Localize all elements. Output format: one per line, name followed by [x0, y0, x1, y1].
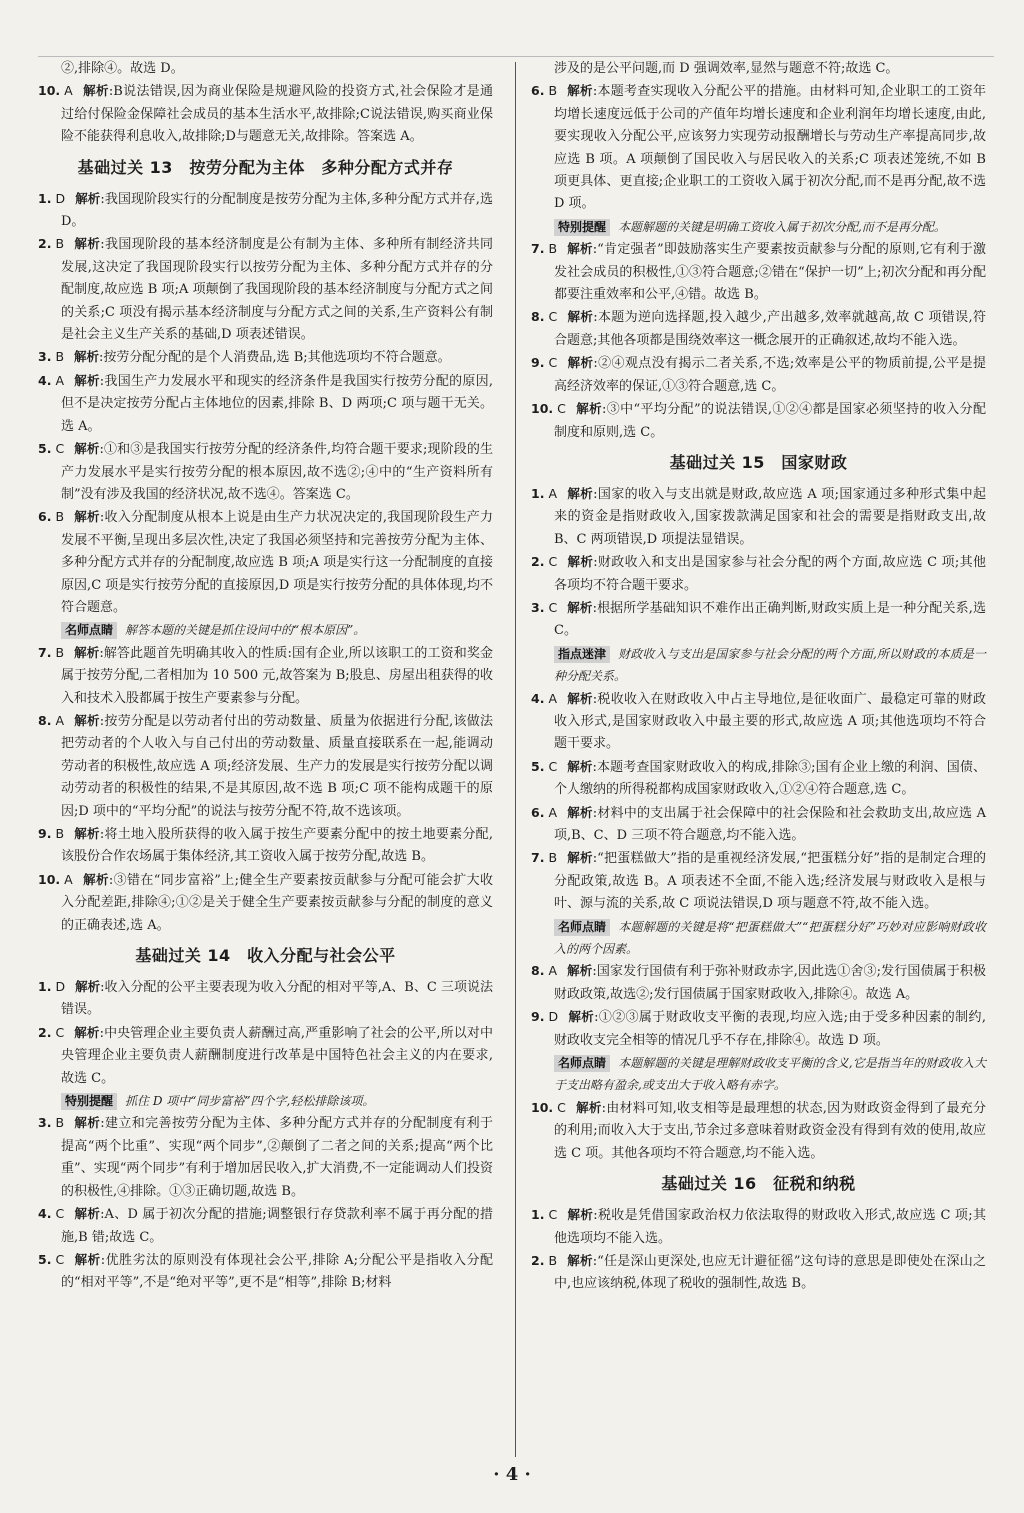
analysis-text: :材料中的支出属于社会保障中的社会保险和社会救助支出,故应选 A 项,B、C、D 三项不符合题意,均不能入选。	[554, 805, 986, 843]
analysis-label: 解析	[74, 236, 101, 252]
column-divider	[515, 62, 516, 1457]
question-number: 9.	[531, 355, 545, 371]
analysis-text: :收入分配制度从根本上说是由生产力状况决定的,我国现阶段生产力发展不平衡,呈现出多层次性,决定了我国必须坚持和完善按劳分配为主体、多种分配方式并存的分配制度,故应选 B 项;A 项是实行这一分配制度的直接原因,C 项是实行按劳分配的直接原因,D 项是实行按劳分配的具体体现,均不符合题意。	[61, 510, 493, 615]
analysis-label: 解析	[567, 850, 593, 866]
analysis-label: 解析	[567, 690, 593, 706]
analysis-label: 解析	[82, 871, 109, 887]
question-number: 8.	[38, 712, 52, 728]
answer-letter: A	[64, 871, 73, 887]
section-title: 基础过关 16 征税和纳税	[661, 1174, 856, 1194]
analysis-text: :按劳分配是以劳动者付出的劳动数量、质量为依据进行分配,该做法把劳动者的个人收入与自己付出的劳动数量、质量直接联系在一起,能调动劳动者的积极性,故应选 A 项;经济发展、生产力的发展是实行按劳分配以调动劳动者的积极性的结果,不是其原因,故不选 B 项;C 项不能构成题干的原因;D 项中的“平均分配”的说法与按劳分配不符,故不选该项。	[61, 713, 493, 819]
analysis-label: 解析	[75, 979, 101, 995]
answer-letter: B	[55, 236, 65, 252]
answer-item	[531, 1250, 986, 1296]
answer-letter: C	[55, 1251, 65, 1267]
answer-item	[38, 346, 493, 369]
analysis-text: :“任是深山更深处,也应无计避征徭”这句诗的意思是即使处在深山之中,也应该纳税,体现了税收的强制性,故选 B。	[554, 1253, 986, 1292]
answer-letter: D	[548, 1009, 559, 1025]
answer-item	[38, 438, 493, 506]
answer-item	[531, 80, 986, 215]
analysis-label: 解析	[75, 190, 101, 206]
answer-item	[531, 1006, 986, 1052]
question-number: 7.	[531, 850, 545, 866]
answer-item	[531, 483, 986, 551]
question-number: 1.	[38, 190, 52, 206]
question-number: 1.	[531, 485, 545, 501]
analysis-text: :按劳分配分配的是个人消费品,选 B;其他选项均不符合题意。	[99, 350, 451, 366]
section-title: 基础过关 15 国家财政	[669, 452, 848, 472]
answer-item	[531, 398, 986, 444]
tip-badge: 名师点睛	[61, 622, 117, 639]
tip-text: 解答本题的关键是抓住设问中的“根本原因”。	[125, 623, 366, 638]
analysis-label: 解析	[567, 309, 594, 325]
analysis-text: :①和③是我国实行按劳分配的经济条件,均符合题干要求;现阶段的生产力发展水平是实行按劳分配的根本原因,故不选②;④中的“生产资料所有制”没有涉及我国的经济状况,故不选④。答案选 C。	[61, 442, 493, 502]
section-title: 基础过关 13 按劳分配为主体 多种分配方式并存	[77, 157, 454, 177]
answer-item	[531, 551, 986, 597]
page-number: · 4 ·	[493, 1464, 531, 1485]
answer-item	[38, 823, 493, 869]
answer-letter: C	[55, 1206, 65, 1222]
answer-item	[531, 802, 986, 848]
analysis-text: :①②③属于财政收支平衡的表现,均应入选;由于受多种因素的制约,财政收支完全相等的情况几乎不存在,排除④。故选 D 项。	[554, 1010, 986, 1048]
answer-letter: B	[55, 826, 65, 841]
answer-letter: B	[548, 850, 558, 866]
question-number: 8.	[531, 309, 545, 325]
question-number: 4.	[38, 372, 52, 388]
analysis-text: :解答此题首先明确其收入的性质:国有企业,所以该职工的工资和奖金属于按劳分配,二者相加为 10 500 元,故答案为 B;股息、房屋出租获得的收入和技术入股都属于按生产要素参与分配。	[61, 645, 493, 706]
analysis-label: 解析	[567, 758, 593, 774]
answer-item	[531, 688, 986, 756]
answer-letter: A	[64, 83, 73, 99]
answer-letter: D	[55, 190, 66, 206]
question-number: 2.	[531, 1252, 545, 1268]
analysis-text: :税收是凭借国家政治权力依法取得的财政收入形式,故应选 C 项;其他选项均不能入选。	[554, 1208, 986, 1246]
tip-note	[38, 619, 493, 641]
analysis-text: :财政收入和支出是国家参与社会分配的两个方面,故应选 C 项;其他各项均不符合题干要求。	[554, 555, 986, 593]
analysis-text: :我国现阶段的基本经济制度是公有制为主体、多种所有制经济共同发展,这决定了我国现阶段实行以按劳分配为主体、多种分配方式并存的分配制度,故应选 B 项;A 项颠倒了我国现阶段的基本经济制度与分配方式之间的关系;C 项没有揭示基本经济制度与分配方式之间的关系,生产资料公有制是社会主义生产关系的基础,D 项表述错误。	[61, 237, 493, 343]
right-column	[531, 58, 986, 1296]
analysis-label: 解析	[567, 241, 593, 257]
tip-text: 本题解题的关键是将“把蛋糕做大”“把蛋糕分好”巧妙对应影响财政收入的两个因素。	[554, 919, 986, 957]
question-number: 1.	[531, 1207, 545, 1223]
answer-letter: C	[557, 1099, 566, 1115]
answer-item	[531, 238, 986, 306]
question-number: 2.	[38, 236, 52, 252]
question-number: 8.	[531, 963, 545, 979]
answer-letter: C	[548, 599, 558, 615]
analysis-label: 解析	[575, 401, 603, 417]
question-number: 3.	[531, 599, 545, 615]
question-number: 4.	[38, 1206, 52, 1222]
section-title: 基础过关 14 收入分配与社会公平	[135, 946, 396, 966]
analysis-label: 解析	[567, 83, 593, 99]
analysis-label: 解析	[567, 599, 593, 615]
answer-letter: A	[548, 963, 558, 979]
analysis-label: 解析	[567, 554, 594, 570]
top-rule	[38, 56, 994, 57]
analysis-text: :我国现阶段实行的分配制度是按劳分配为主体,多种分配方式并存,选 D。	[61, 191, 493, 230]
answer-item	[531, 306, 986, 352]
analysis-label: 解析	[575, 1099, 602, 1115]
tip-badge: 名师点睛	[554, 1055, 610, 1072]
question-number: 5.	[38, 1251, 52, 1267]
question-number: 5.	[38, 441, 52, 457]
analysis-text: :②④观点没有揭示二者关系,不选;效率是公平的物质前提,公平是提高经济效率的保证,①③符合题意,选 C。	[554, 356, 986, 394]
tip-note	[531, 1052, 986, 1097]
answer-letter: B	[55, 509, 65, 525]
answer-letter: A	[548, 804, 558, 820]
analysis-text: :B说法错误,因为商业保险是规避风险的投资方式,社会保险才是通过给付保险金保障社会成员的基本生活水平,故排除;C说法错误,购买商业保险不能获得利息收入,故排除;D与题意无关,故排除。答案选 A。	[61, 84, 493, 145]
answer-letter: C	[55, 1024, 65, 1040]
analysis-text: :本题为逆向选择题,投入越少,产出越多,效率就越高,故 C 项错误,符合题意;其他各项都是围绕效率这一概念展开的正确叙述,故均不能入选。	[554, 310, 986, 348]
question-number: 10.	[531, 1099, 554, 1115]
analysis-label: 解析	[568, 1009, 595, 1025]
question-number: 6.	[531, 83, 545, 99]
analysis-text: :将土地入股所获得的收入属于按生产要素分配中的按土地要素分配,该股份合作农场属于集体经济,其工资收入属于按劳分配,故选 B。	[61, 827, 493, 865]
analysis-text: :本题考查实现收入分配公平的措施。由材料可知,企业职工的工资年均增长速度远低于公司的产值年均增长速度和企业利润年均增长速度,由此,要实现收入分配公平,应该努力实现劳动报酬增长与劳动生产率提高同步,故应选 B 项。A 项颠倒了国民收入与居民收入的关系;C 项表述笼统,不如 B 项更具体、更直接;企业职工的工资收入属于初次分配,而不是再分配,故不选 D 项。	[554, 84, 986, 212]
analysis-label: 解析	[74, 509, 100, 525]
question-number: 3.	[38, 1115, 52, 1131]
tip-text: 抓住 D 项中“同步富裕”四个字,轻松排除该项。	[125, 1094, 375, 1109]
analysis-label: 解析	[567, 355, 594, 371]
analysis-label: 解析	[82, 83, 109, 99]
analysis-label: 解析	[567, 485, 594, 501]
answer-item	[38, 869, 493, 937]
answer-item	[38, 188, 493, 234]
answer-item	[38, 642, 493, 710]
answer-letter: D	[55, 979, 66, 995]
answer-item	[38, 370, 493, 438]
analysis-label: 解析	[74, 712, 100, 728]
answer-item	[531, 756, 986, 802]
answer-item	[38, 1249, 493, 1295]
answer-letter: C	[55, 441, 65, 457]
left-column	[38, 58, 493, 1295]
analysis-text: :③错在“同步富裕”上;健全生产要素按贡献参与分配可能会扩大收入分配差距,排除④;①②是关于健全生产要素按贡献参与分配的制度的意义的正确表述,选 A。	[61, 872, 493, 933]
analysis-label: 解析	[74, 1115, 101, 1131]
answer-letter: B	[548, 241, 558, 257]
tip-text: 本题解题的关键是理解财政收支平衡的含义,它是指当年的财政收入大于支出略有盈余,或支出大于收入略有赤字。	[554, 1056, 986, 1093]
analysis-text: :优胜劣汰的原则没有体现社会公平,排除 A;分配公平是指收入分配的“相对平等”,不是“绝对平等”,更不是“相等”,排除 B;材料	[61, 1252, 493, 1291]
answer-item	[38, 506, 493, 619]
analysis-label: 解析	[74, 1024, 100, 1040]
question-number: 1.	[38, 979, 52, 995]
analysis-label: 解析	[74, 349, 100, 365]
answer-letter: C	[548, 758, 558, 774]
analysis-label: 解析	[74, 1251, 101, 1267]
tip-badge: 特别提醒	[554, 219, 610, 236]
tip-note	[531, 916, 986, 961]
answer-letter: B	[55, 644, 65, 660]
prev-answer-tail: ②,排除④。故选 D。	[61, 61, 184, 76]
answer-letter: C	[548, 309, 558, 325]
answer-item	[38, 233, 493, 346]
question-number: 10.	[531, 401, 554, 417]
analysis-text: :国家的收入与支出就是财政,故应选 A 项;国家通过多种形式集中起来的资金是指财政收入,国家拨款满足国家和社会的需要是指财政支出,故 B、C 两项错误,D 项提法显错误。	[554, 486, 986, 547]
tip-badge: 特别提醒	[61, 1093, 117, 1110]
answer-continuation: 涉及的是公平问题,而 D 强调效率,显然与题意不符;故选 C。	[554, 61, 899, 76]
answer-item	[38, 80, 493, 148]
analysis-text: :③中“平均分配”的说法错误,①②④都是国家必须坚持的收入分配制度和原则,选 C。	[554, 402, 986, 440]
analysis-label: 解析	[74, 644, 100, 660]
analysis-label: 解析	[74, 441, 100, 457]
answer-letter: A	[55, 712, 65, 728]
analysis-text: :建立和完善按劳分配为主体、多种分配方式并存的分配制度有利于提高“两个比重”、实现“两个同步”,②颠倒了二者之间的关系;提高“两个比重”、实现“两个同步”有利于增加居民收入,扩大消费,不一定能调动人们投资的积极性,④排除。①③正确切题,故选 B。	[61, 1116, 493, 1199]
analysis-text: :由材料可知,收支相等是最理想的状态,因为财政资金得到了最充分的利用;而收入大于支出,节余过多意味着财政资金没有得到有效的使用,故应选 C 项。其他各项均不符合题意,均不能入选。	[554, 1100, 986, 1161]
question-number: 9.	[38, 826, 52, 841]
tip-text: 财政收入与支出是国家参与社会分配的两个方面,所以财政的本质是一种分配关系。	[554, 646, 986, 684]
question-number: 4.	[531, 690, 545, 706]
analysis-text: :A、D 属于初次分配的措施;调整银行存贷款利率不属于再分配的措施,B 错;故选 C。	[61, 1207, 493, 1245]
analysis-text: :税收收入在财政收入中占主导地位,是征收面广、最稳定可靠的财政收入形式,是国家财政收入中最主要的形式,故应选 A 项;其他选项均不符合题干要求。	[554, 691, 986, 752]
answer-letter: B	[55, 1115, 65, 1131]
answer-item	[38, 1112, 493, 1203]
answer-letter: A	[55, 372, 65, 388]
answer-letter: C	[548, 554, 558, 570]
answer-item	[38, 1022, 493, 1090]
answer-letter: B	[55, 349, 65, 365]
question-number: 9.	[531, 1009, 545, 1025]
question-number: 2.	[38, 1024, 52, 1040]
answer-letter: B	[548, 83, 558, 99]
answer-item	[531, 1097, 986, 1165]
answer-item	[531, 960, 986, 1006]
answer-item	[531, 597, 986, 643]
answer-item	[38, 1203, 493, 1249]
analysis-label: 解析	[567, 1207, 594, 1223]
analysis-text: :国家发行国债有利于弥补财政赤字,因此选①舍③;发行国债属于积极财政政策,故选②;发行国债属于国家财政收入,排除④。故选 A。	[554, 964, 986, 1002]
answer-item	[531, 847, 986, 915]
analysis-label: 解析	[567, 1252, 593, 1268]
analysis-text: :中央管理企业主要负责人薪酬过高,严重影响了社会的公平,所以对中央管理企业主要负责人薪酬制度进行改革是中国特色社会主义的内在要求,故选 C。	[61, 1025, 493, 1086]
question-number: 2.	[531, 554, 545, 570]
analysis-text: :“肯定强者”即鼓励落实生产要素按贡献参与分配的原则,它有利于激发社会成员的积极性,①③符合题意;②错在“保护一切”上;初次分配和再分配都要注重效率和公平,④错。故选 B。	[554, 242, 986, 303]
question-number: 5.	[531, 758, 545, 774]
analysis-label: 解析	[567, 963, 593, 979]
question-number: 3.	[38, 349, 52, 365]
answer-item	[531, 1204, 986, 1250]
tip-note	[38, 1090, 493, 1112]
analysis-text: :我国生产力发展水平和现实的经济条件是我国实行按劳分配的原因,但不是决定按劳分配占主体地位的因素,排除 B、D 两项;C 项与题干无关。选 A。	[61, 373, 493, 434]
question-number: 10.	[38, 871, 61, 887]
question-number: 7.	[531, 241, 545, 257]
analysis-label: 解析	[567, 804, 593, 820]
analysis-label: 解析	[74, 826, 100, 841]
analysis-label: 解析	[74, 1206, 101, 1222]
tip-badge: 名师点睛	[554, 919, 610, 936]
answer-letter: C	[548, 1207, 558, 1223]
analysis-text: :收入分配的公平主要表现为收入分配的相对平等,A、B、C 三项说法错误。	[61, 980, 493, 1018]
tip-note	[531, 216, 986, 238]
answer-letter: C	[548, 355, 558, 371]
tip-text: 本题解题的关键是明确工资收入属于初次分配,而不是再分配。	[618, 219, 946, 234]
question-number: 6.	[531, 804, 545, 820]
question-number: 7.	[38, 644, 52, 660]
tip-note	[531, 643, 986, 688]
tip-badge: 指点迷津	[554, 646, 610, 663]
answer-item	[38, 710, 493, 823]
analysis-text: :本题考查国家财政收入的构成,排除③;国有企业上缴的利润、国债、个人缴纳的所得税都构成国家财政收入,①②④符合题意,选 C。	[554, 759, 986, 798]
answer-letter: A	[548, 485, 558, 501]
answer-letter: B	[548, 1252, 558, 1268]
answer-letter: A	[548, 690, 558, 706]
answer-item	[531, 352, 986, 398]
analysis-label: 解析	[74, 372, 100, 388]
analysis-text: :“把蛋糕做大”指的是重视经济发展,“把蛋糕分好”指的是制定合理的分配政策,故选 B。A 项表述不全面,不能入选;经济发展与财政收入是根与叶、源与流的关系,故 C 项说法错误,D 项与题意不符,故不能入选。	[554, 851, 986, 912]
answer-letter: C	[557, 401, 566, 417]
analysis-text: :根据所学基础知识不难作出正确判断,财政实质上是一种分配关系,选 C。	[554, 600, 986, 639]
question-number: 10.	[38, 83, 61, 99]
question-number: 6.	[38, 509, 52, 525]
answer-item	[38, 976, 493, 1022]
